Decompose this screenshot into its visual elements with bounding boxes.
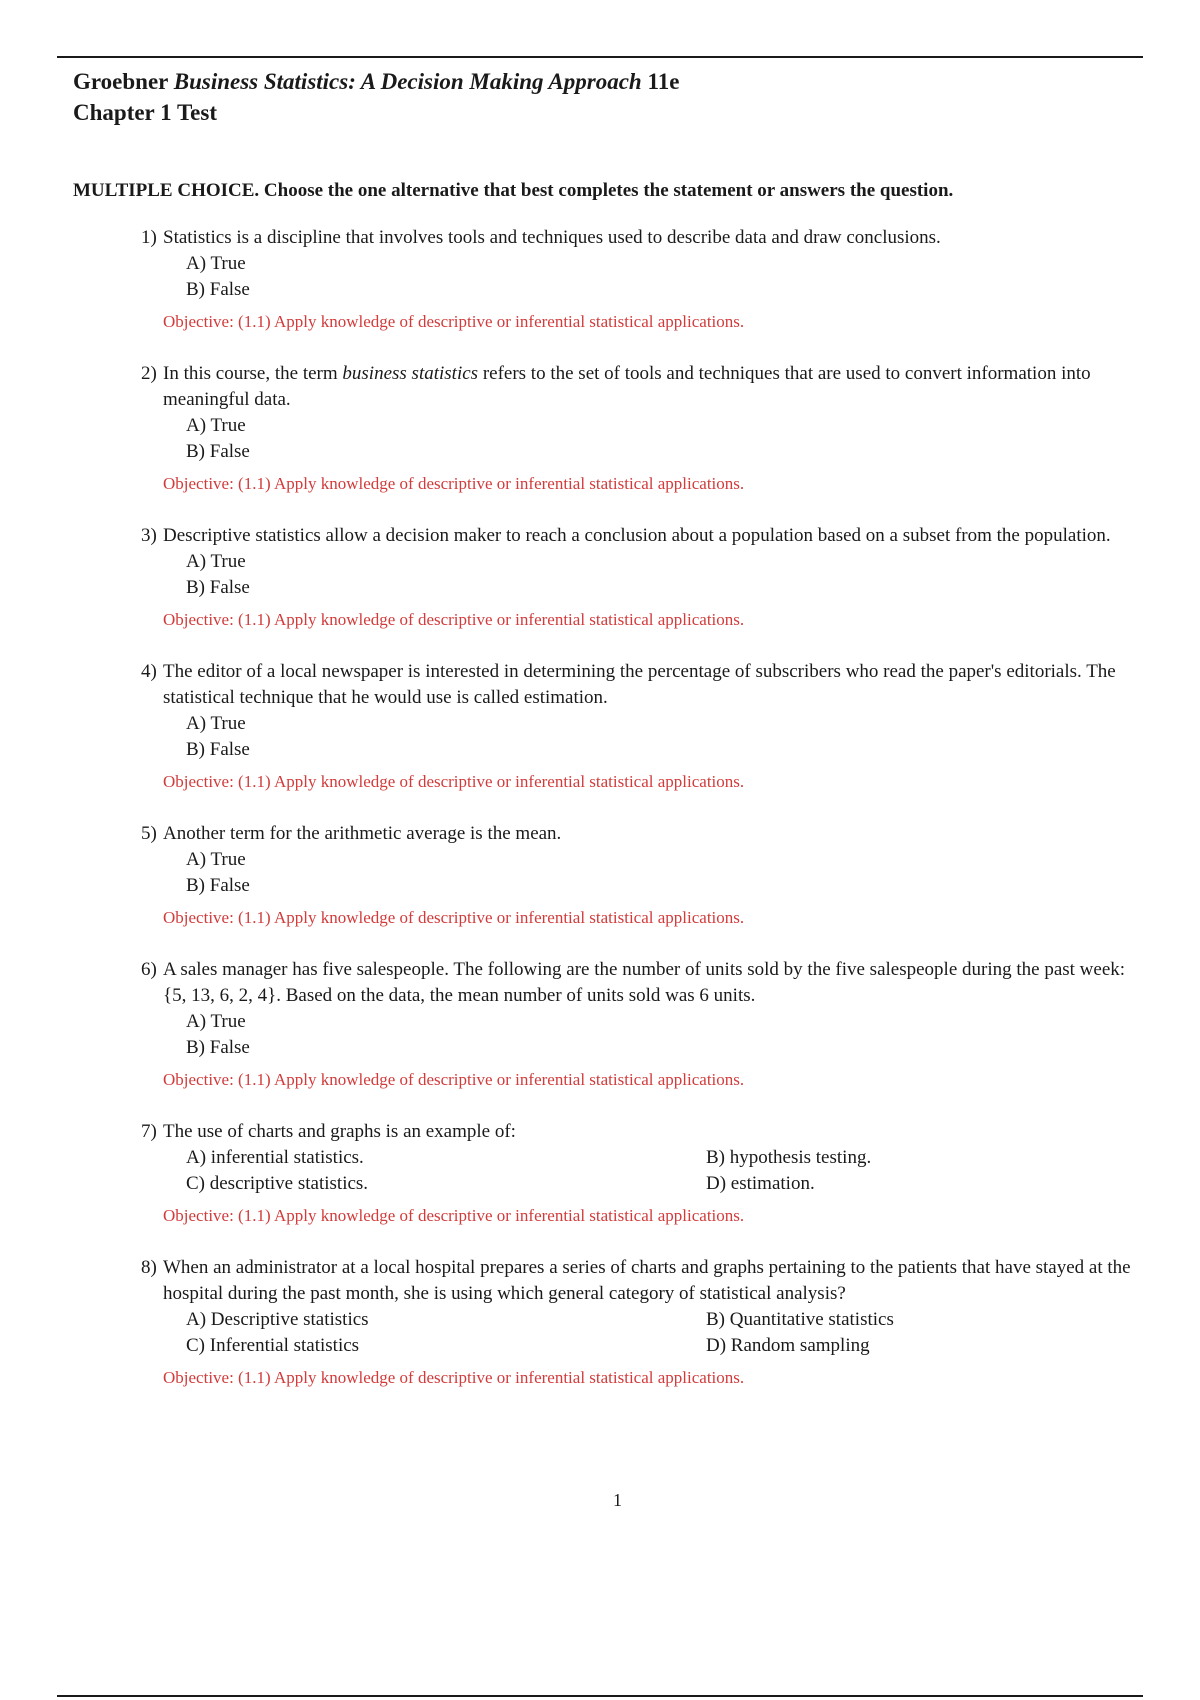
question-number: 8) xyxy=(141,1257,157,1278)
question-objective: Objective: (1.1) Apply knowledge of descriptive or inferential statistical applications. xyxy=(163,312,745,331)
question-number: 3) xyxy=(141,525,157,546)
question-number: 1) xyxy=(141,227,157,248)
answer-option: C) Inferential statistics xyxy=(186,1335,360,1356)
answer-option: B) Quantitative statistics xyxy=(706,1309,894,1330)
question-3 xyxy=(141,523,1151,633)
question-6 xyxy=(141,957,1151,1093)
question-stem: Statistics is a discipline that involves tools and techniques used to describe data and draw conclusions. xyxy=(163,227,941,248)
answer-options xyxy=(186,1307,1151,1359)
question-objective: Objective: (1.1) Apply knowledge of descriptive or inferential statistical applications. xyxy=(163,1206,745,1225)
question-stem: Descriptive statistics allow a decision maker to reach a conclusion about a population based on a subset from the population. xyxy=(163,525,1111,546)
question-number: 7) xyxy=(141,1121,157,1142)
question-4 xyxy=(141,659,1151,795)
answer-options xyxy=(186,549,1151,601)
question-objective: Objective: (1.1) Apply knowledge of descriptive or inferential statistical applications. xyxy=(163,1368,745,1387)
answer-options xyxy=(186,1145,1151,1197)
answer-options xyxy=(186,847,1151,899)
question-stem: Another term for the arithmetic average is the mean. xyxy=(163,823,562,844)
header-author: Groebner xyxy=(73,69,168,94)
answer-options xyxy=(186,711,1151,763)
answer-option: A) True xyxy=(186,415,246,436)
answer-option: A) Descriptive statistics xyxy=(186,1309,369,1330)
answer-option: A) True xyxy=(186,253,246,274)
answer-option: C) descriptive statistics. xyxy=(186,1173,369,1194)
answer-option: D) estimation. xyxy=(706,1173,815,1194)
header-chapter: Chapter 1 Test xyxy=(73,100,217,125)
question-objective: Objective: (1.1) Apply knowledge of descriptive or inferential statistical applications. xyxy=(163,772,745,791)
question-objective: Objective: (1.1) Apply knowledge of descriptive or inferential statistical applications. xyxy=(163,610,745,629)
answer-option: A) True xyxy=(186,551,246,572)
question-objective: Objective: (1.1) Apply knowledge of descriptive or inferential statistical applications. xyxy=(163,1070,745,1089)
answer-option: D) Random sampling xyxy=(706,1335,870,1356)
top-rule xyxy=(57,56,1143,58)
question-objective: Objective: (1.1) Apply knowledge of descriptive or inferential statistical applications. xyxy=(163,908,745,927)
document-header xyxy=(73,66,679,128)
question-stem: The use of charts and graphs is an example of: xyxy=(163,1121,516,1142)
answer-option: B) False xyxy=(186,739,250,760)
answer-options xyxy=(186,413,1151,465)
answer-option: A) True xyxy=(186,713,246,734)
answer-option: B) False xyxy=(186,279,250,300)
question-stem: A sales manager has five salespeople. The following are the number of units sold by the five salespeople during the past week: {5, 13, 6, 2, 4}. Based on the data, the mean number of units sold was 6 units. xyxy=(163,959,1126,1006)
header-title-line xyxy=(73,66,679,97)
bottom-rule xyxy=(57,1695,1143,1697)
stem-text: In this course, the term xyxy=(163,363,343,384)
question-number: 6) xyxy=(141,959,157,980)
question-2 xyxy=(141,361,1151,497)
stem-text: refers to the set of tools and techniques that are used to convert information into meaningful data. xyxy=(163,363,1091,410)
answer-option: B) False xyxy=(186,1037,250,1058)
stem-italic-term: business statistics xyxy=(342,363,479,384)
page-number: 1 xyxy=(613,1490,622,1510)
question-objective: Objective: (1.1) Apply knowledge of descriptive or inferential statistical applications. xyxy=(163,474,745,493)
question-stem xyxy=(163,361,1151,413)
question-5 xyxy=(141,821,1151,931)
answer-option: B) False xyxy=(186,441,250,462)
answer-option: B) False xyxy=(186,577,250,598)
question-number: 2) xyxy=(141,363,157,384)
question-8 xyxy=(141,1255,1151,1391)
question-stem: The editor of a local newspaper is interested in determining the percentage of subscribers who read the paper's editorials. The statistical technique that he would use is called estimation. xyxy=(163,661,1116,708)
question-stem: When an administrator at a local hospital prepares a series of charts and graphs pertaining to the patients that have stayed at the hospital during the past month, she is using which general category of statistical analysis? xyxy=(163,1257,1131,1304)
answer-options xyxy=(186,251,1151,303)
answer-option: A) True xyxy=(186,849,246,870)
section-instructions: MULTIPLE CHOICE. Choose the one alternative that best completes the statement or answers the question. xyxy=(73,180,954,201)
question-number: 4) xyxy=(141,661,157,682)
question-list xyxy=(141,225,1151,1391)
question-7 xyxy=(141,1119,1151,1229)
header-book-title: Business Statistics: A Decision Making Approach xyxy=(173,69,642,94)
answer-option: A) inferential statistics. xyxy=(186,1147,364,1168)
answer-option: A) True xyxy=(186,1011,246,1032)
answer-option: B) hypothesis testing. xyxy=(706,1147,872,1168)
question-1 xyxy=(141,225,1151,335)
header-edition: 11e xyxy=(647,69,680,94)
answer-option: B) False xyxy=(186,875,250,896)
answer-options xyxy=(186,1009,1151,1061)
question-number: 5) xyxy=(141,823,157,844)
